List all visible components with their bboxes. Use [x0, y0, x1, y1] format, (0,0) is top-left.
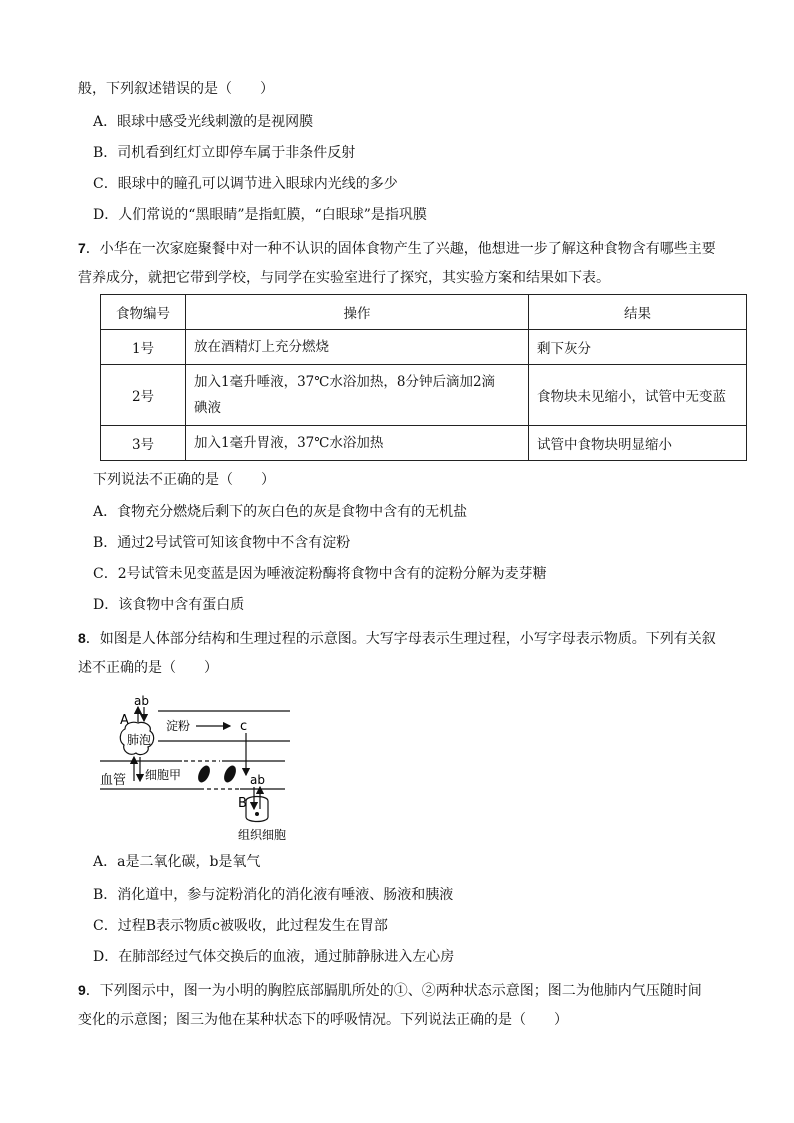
cell-food-id: 2号 [101, 365, 186, 426]
q7-stem-line1 [78, 238, 716, 259]
cell-food-id: 1号 [101, 330, 186, 365]
process-b-label: B [238, 796, 247, 811]
starch-label: 淀粉 [166, 719, 191, 733]
q7-option-c[interactable]: C．2号试管未见变蓝是因为唾液淀粉酶将食物中含有的淀粉分解为麦芽糖 [93, 566, 547, 582]
process-a-label: A [120, 713, 129, 728]
q9-stem-line2: 变化的示意图；图三为他在某种状态下的呼吸情况。下列说法正确的是（ ） [78, 1012, 568, 1028]
header-result: 结果 [529, 295, 747, 330]
cell-operation: 加入1毫升胃液，37℃水浴加热 [186, 426, 529, 461]
q6-stem-tail: 般，下列叙述错误的是（ ） [78, 81, 274, 97]
red-blood-cell [222, 764, 239, 785]
q8-stem-text: ．如图是人体部分结构和生理过程的示意图。大写字母表示生理过程，小写字母表示物质。下列有关叙 [85, 631, 716, 647]
cell-operation: 放在酒精灯上充分燃烧 [186, 330, 529, 365]
q8-stem-line2: 述不正确的是（ ） [78, 660, 218, 676]
substance-c-label: c [240, 719, 248, 734]
q9-number: 9 [78, 982, 86, 998]
cell-result: 食物块未见缩小，试管中无变蓝 [529, 365, 747, 426]
q7-option-a[interactable]: A．食物充分燃烧后剩下的灰白色的灰是食物中含有的无机盐 [93, 504, 468, 520]
q7-option-d[interactable]: D．该食物中含有蛋白质 [93, 597, 245, 613]
cell-jia-label: 细胞甲 [145, 768, 182, 782]
cell-result: 试管中食物块明显缩小 [529, 426, 747, 461]
q6-option-a[interactable]: A．眼球中感受光线刺激的是视网膜 [93, 114, 314, 130]
cell-operation [186, 365, 529, 426]
q6-option-c[interactable]: C．眼球中的瞳孔可以调节进入眼球内光线的多少 [93, 176, 398, 192]
q8-option-d[interactable]: D．在肺部经过气体交换后的血液，通过肺静脉进入左心房 [93, 949, 455, 965]
ab-top-label: ab [134, 694, 149, 708]
q9-stem-text: ．下列图示中，图一为小明的胸腔底部膈肌所处的①、②两种状态示意图；图二为他肺内气压随时间 [85, 983, 702, 999]
q7-prompt: 下列说法不正确的是（ ） [93, 472, 275, 488]
q7-option-b[interactable]: B．通过2号试管可知该食物中不含有淀粉 [93, 535, 351, 551]
physiology-diagram [100, 693, 300, 845]
q8-number: 8 [78, 630, 86, 646]
q8-option-b[interactable]: B．消化道中，参与淀粉消化的消化液有唾液、肠液和胰液 [93, 887, 454, 903]
red-blood-cell [196, 764, 213, 785]
vessel-label: 血管 [100, 773, 127, 788]
alveolus-label: 肺泡 [127, 733, 152, 747]
q8-option-c[interactable]: C．过程B表示物质c被吸收，此过程发生在胃部 [93, 918, 388, 934]
table-row [101, 426, 747, 461]
ab-bottom-label: ab [250, 773, 265, 787]
table-row [101, 365, 747, 426]
q7-stem-text: ．小华在一次家庭聚餐中对一种不认识的固体食物产生了兴趣，他想进一步了解这种食物含有哪些主要 [85, 241, 716, 257]
header-food-id: 食物编号 [101, 295, 186, 330]
cell-nucleus [255, 812, 259, 816]
q6-option-b[interactable]: B．司机看到红灯立即停车属于非条件反射 [93, 145, 356, 161]
q7-stem-line2: 营养成分，就把它带到学校，与同学在实验室进行了探究，其实验方案和结果如下表。 [78, 270, 610, 286]
table-header-row [101, 295, 747, 330]
cell-food-id: 3号 [101, 426, 186, 461]
cell-result: 剩下灰分 [529, 330, 747, 365]
tissue-cell-label: 组织细胞 [238, 828, 287, 842]
header-operation: 操作 [186, 295, 529, 330]
table-row [101, 330, 747, 365]
cell-operation-line2: 碘液 [194, 400, 221, 416]
experiment-table [100, 294, 747, 461]
q7-number: 7 [78, 240, 86, 256]
cell-operation-line1: 加入1毫升唾液，37℃水浴加热，8分钟后滴加2滴 [194, 374, 496, 390]
q9-stem-line1 [78, 980, 702, 1001]
tissue-cell-shape [246, 797, 268, 822]
q6-option-d[interactable]: D．人们常说的“黑眼睛”是指虹膜，“白眼球”是指巩膜 [93, 207, 427, 223]
q8-stem-line1 [78, 628, 716, 649]
q8-option-a[interactable]: A．a是二氧化碳，b是氧气 [93, 854, 261, 870]
